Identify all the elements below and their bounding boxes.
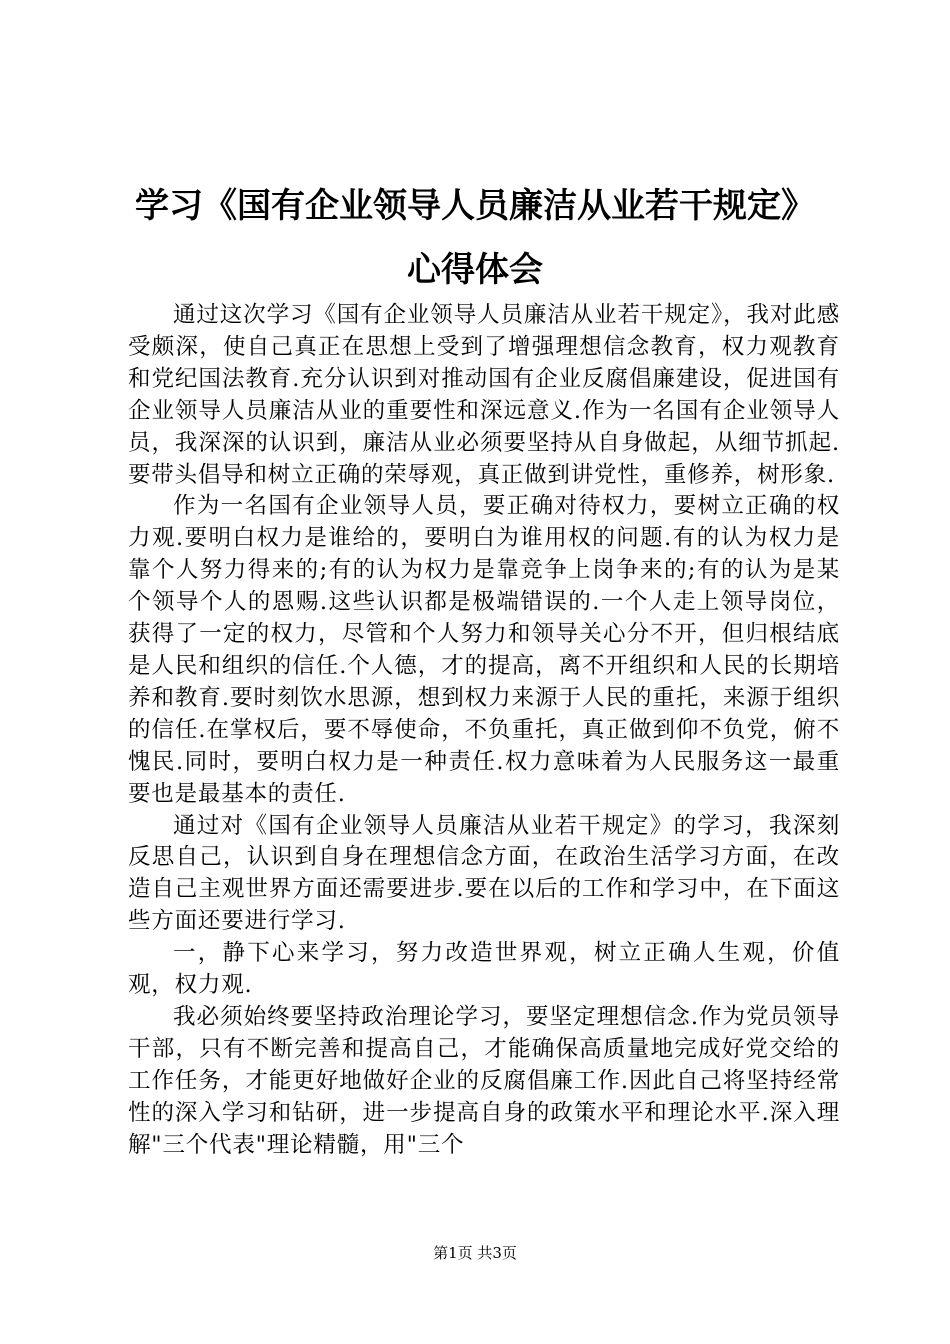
document-title-line2: 心得体会 — [407, 250, 543, 290]
body-paragraph: 通过这次学习《国有企业领导人员廉洁从业若干规定》，我对此感受颇深，使自己真正在思想上受到了增强理想信念教育，权力观教育和党纪国法教育.充分认识到对推动国有企业反腐倡廉建设，促进国有企业领导人员廉洁从业的重要性和深远意义.作为一名国有企业领导人员，我深深的认识到，廉洁从业必须要坚持从自身做起，从细节抓起.要带头倡导和树立正确的荣辱观，真正做到讲党性，重修养，树形象. — [128, 302, 840, 488]
body-paragraph: 通过对《国有企业领导人员廉洁从业若干规定》的学习，我深刻反思自己，认识到自身在理想信念方面，在政治生活学习方面，在改造自己主观世界方面还需要进步.要在以后的工作和学习中，在下面这些方面还要进行学习. — [128, 812, 840, 935]
page-number-footer: 第1页 共3页 — [433, 1244, 517, 1262]
body-paragraph: 我必须始终要坚持政治理论学习，要坚定理想信念.作为党员领导干部，只有不断完善和提高自己，才能确保高质量地完成好党交给的工作任务，才能更好地做好企业的反腐倡廉工作.因此自己将坚持经常性的深入学习和钻研，进一步提高自身的政策水平和理论水平.深入理解"三个代表"理论精髓，用"三个 — [128, 1003, 840, 1158]
body-paragraph: 一，静下心来学习，努力改造世界观，树立正确人生观，价值观，权力观. — [128, 940, 840, 999]
body-paragraph: 作为一名国有企业领导人员，要正确对待权力，要树立正确的权力观.要明白权力是谁给的，要明白为谁用权的问题.有的认为权力是靠个人努力得来的;有的认为权力是靠竞争上岗争来的;有的认为是某个领导个人的恩赐.这些认识都是极端错误的.一个人走上领导岗位，获得了一定的权力，尽管和个人努力和领导关心分不开，但归根结底是人民和组织的信任.个人德，才的提高，离不开组织和人民的长期培养和教育.要时刻饮水思源，想到权力来源于人民的重托，来源于组织的信任.在掌权后，要不辱使命，不负重托，真正做到仰不负党，俯不愧民.同时，要明白权力是一种责任.权力意味着为人民服务这一最重要也是最基本的责任. — [128, 493, 840, 807]
document-title-line1: 学习《国有企业领导人员廉洁从业若干规定》 — [135, 186, 815, 226]
document-body — [128, 300, 840, 1161]
